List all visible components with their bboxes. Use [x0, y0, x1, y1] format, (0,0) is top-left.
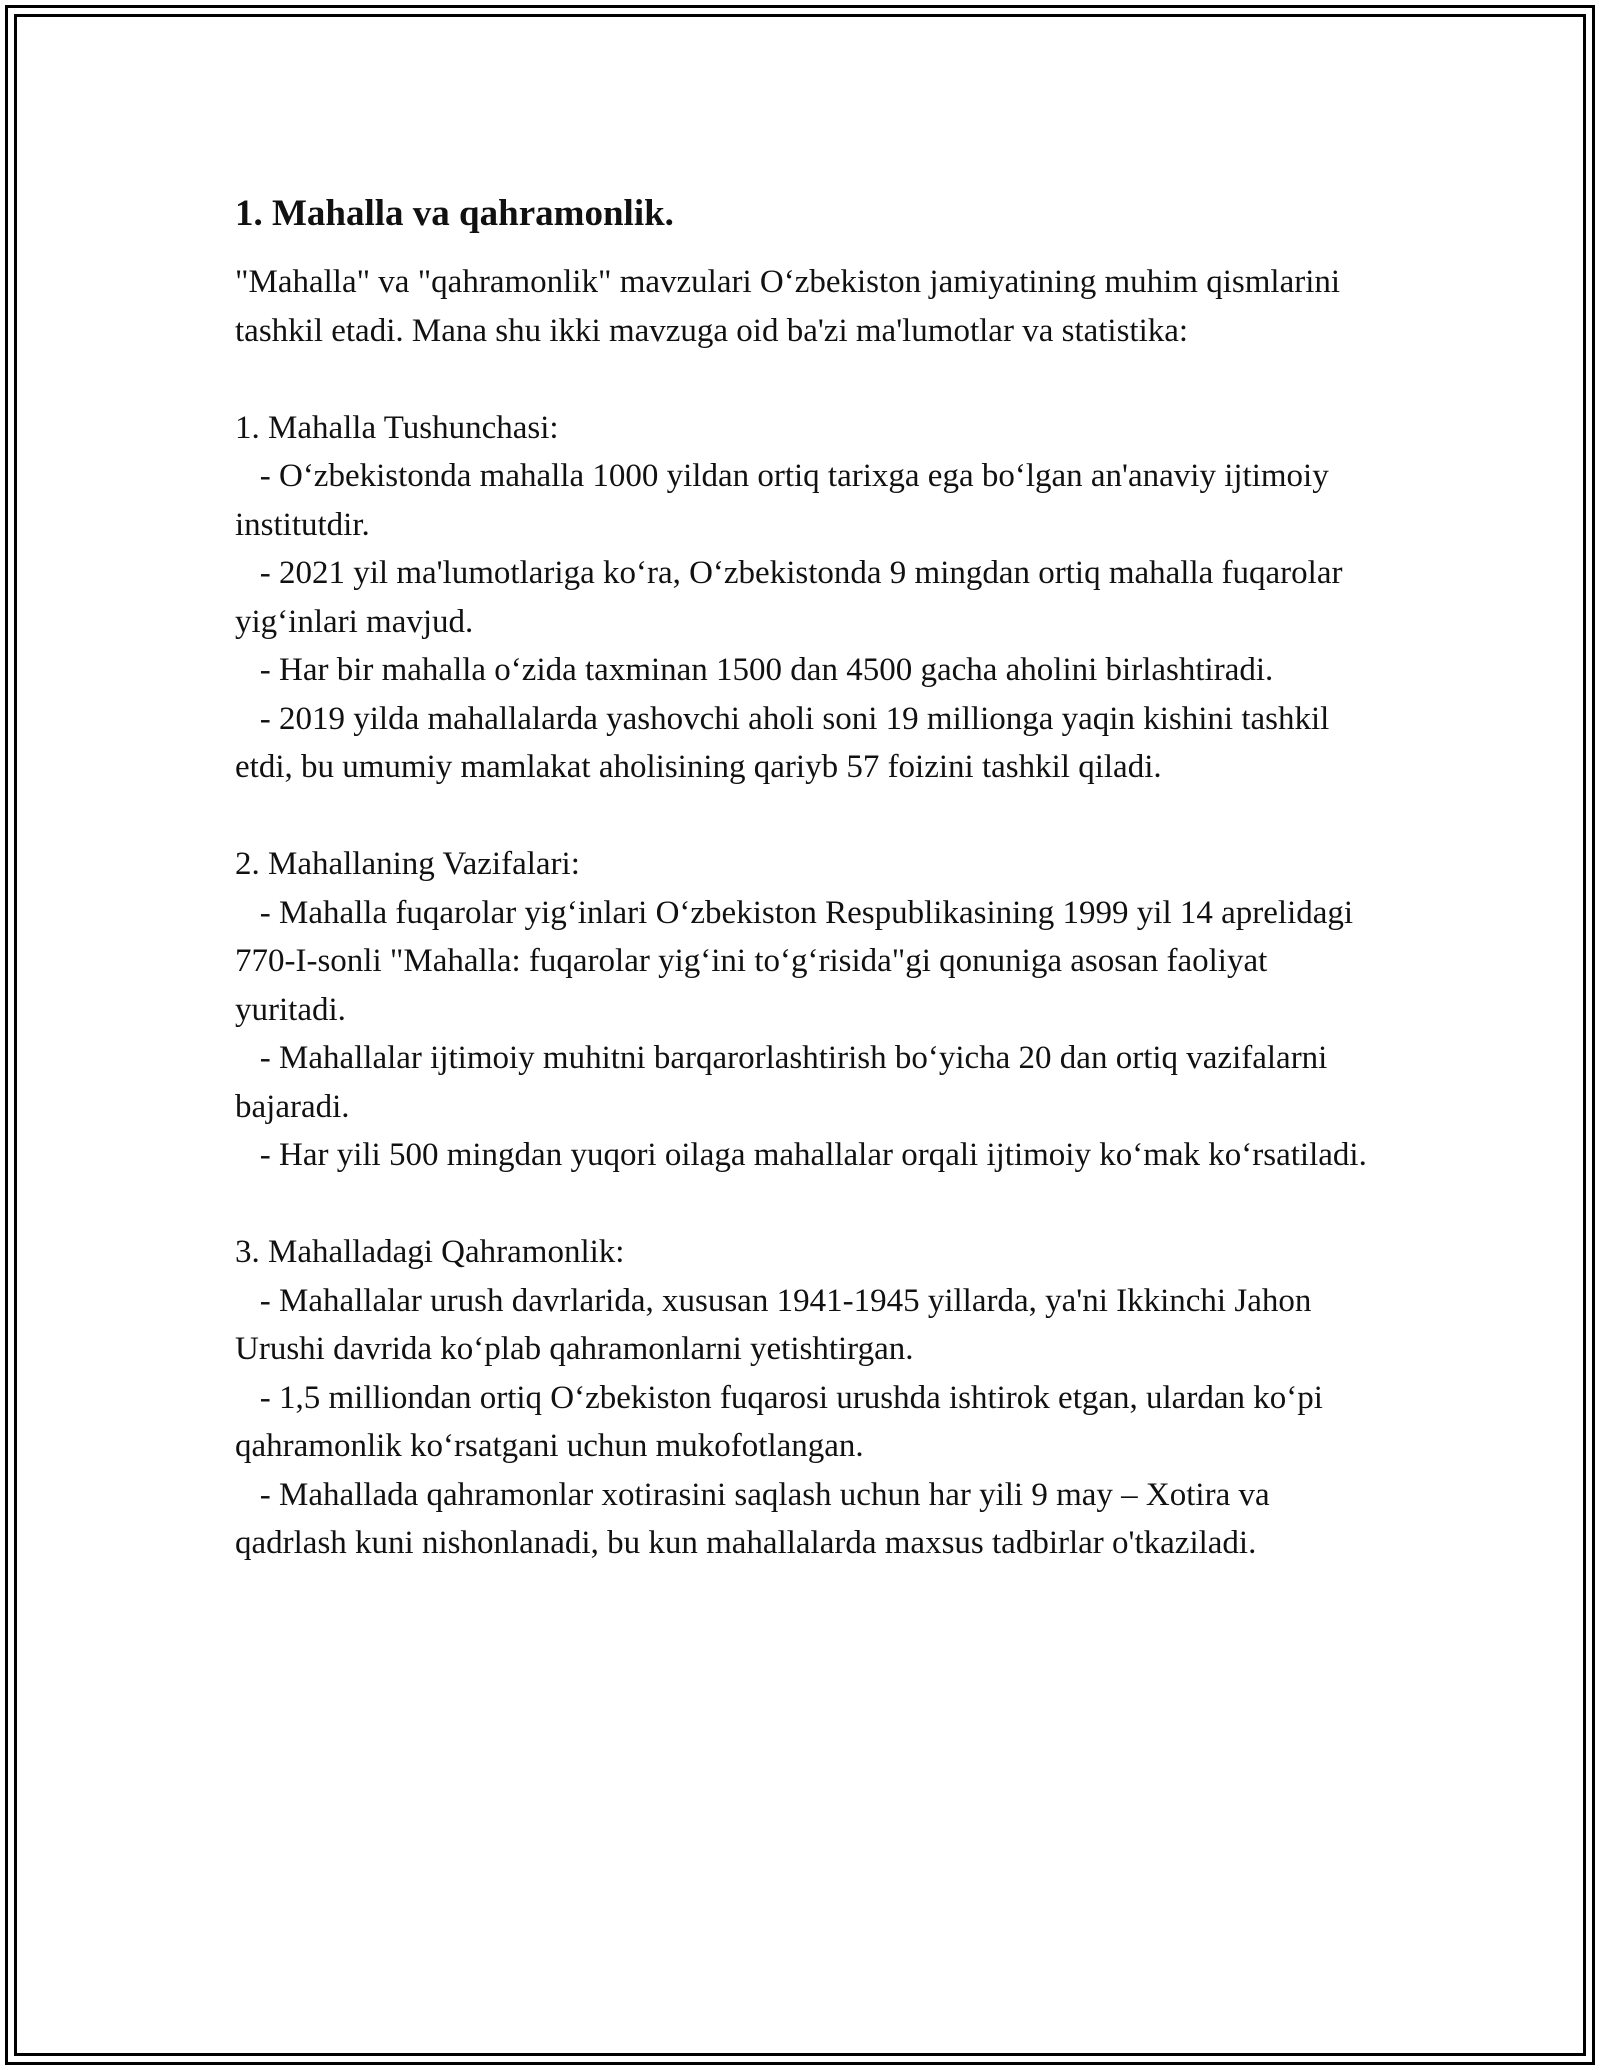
list-item: - 2019 yilda mahallalarda yashovchi aholi soni 19 millionga yaqin kishini tashkil etdi, bu umumiy mamlakat aholisining qariyb 57 foizini tashkil qiladi.: [235, 700, 1338, 785]
list-item: - Mahallalar urush davrlarida, xususan 1941-1945 yillarda, ya'ni Ikkinchi Jahon Urushi davrida ko‘plab qahramonlarni yetishtirgan.: [235, 1282, 1320, 1367]
list-item: - Har bir mahalla o‘zida taxminan 1500 dan 4500 gacha aholini birlashtiradi.: [235, 652, 1274, 688]
spacer: [235, 1180, 1375, 1229]
section-heading: 3. Mahalladagi Qahramonlik:: [235, 1234, 625, 1270]
section-heading: 2. Mahallaning Vazifalari:: [235, 846, 580, 882]
list-item: - 1,5 milliondan ortiq O‘zbekiston fuqarosi urushda ishtirok etgan, ulardan ko‘pi qahramonlik ko‘rsatgani uchun mukofotlangan.: [235, 1379, 1332, 1464]
list-item: - O‘zbekistonda mahalla 1000 yildan ortiq tarixga ega bo‘lgan an'anaviy ijtimoiy institutdir.: [235, 458, 1337, 543]
section-mahalla-heroism: [235, 1228, 1375, 1568]
list-item: - Mahalla fuqarolar yig‘inlari O‘zbekiston Respublikasining 1999 yil 14 aprelidagi 770-I-sonli "Mahalla: fuqarolar yig‘ini to‘g‘risida"gi qonuniga asosan faoliyat yuritadi.: [235, 894, 1362, 1028]
intro-paragraph: "Mahalla" va "qahramonlik" mavzulari O‘zbekiston jamiyatining muhim qismlarini tashkil etadi. Mana shu ikki mavzuga oid ba'zi ma'lumotlar va statistika:: [235, 264, 1341, 349]
spacer: [235, 792, 1375, 841]
list-item: - 2021 yil ma'lumotlariga ko‘ra, O‘zbekistonda 9 mingdan ortiq mahalla fuqarolar yig‘inlari mavjud.: [235, 555, 1351, 640]
list-item: - Mahallada qahramonlar xotirasini saqlash uchun har yili 9 may – Xotira va qadrlash kuni nishonlanadi, bu kun mahallalarda maxsus tadbirlar o'tkaziladi.: [235, 1476, 1278, 1561]
spacer: [235, 355, 1375, 404]
section-mahalla-duties: [235, 840, 1375, 1180]
section-mahalla-concept: [235, 404, 1375, 792]
document-title: 1. Mahalla va qahramonlik.: [235, 193, 674, 234]
section-heading: 1. Mahalla Tushunchasi:: [235, 409, 559, 446]
document-body: [235, 188, 1375, 1568]
list-item: - Har yili 500 mingdan yuqori oilaga mahallalar orqali ijtimoiy ko‘mak ko‘rsatiladi.: [235, 1137, 1367, 1173]
list-item: - Mahallalar ijtimoiy muhitni barqarorlashtirish bo‘yicha 20 dan ortiq vazifalarni bajaradi.: [235, 1040, 1336, 1125]
